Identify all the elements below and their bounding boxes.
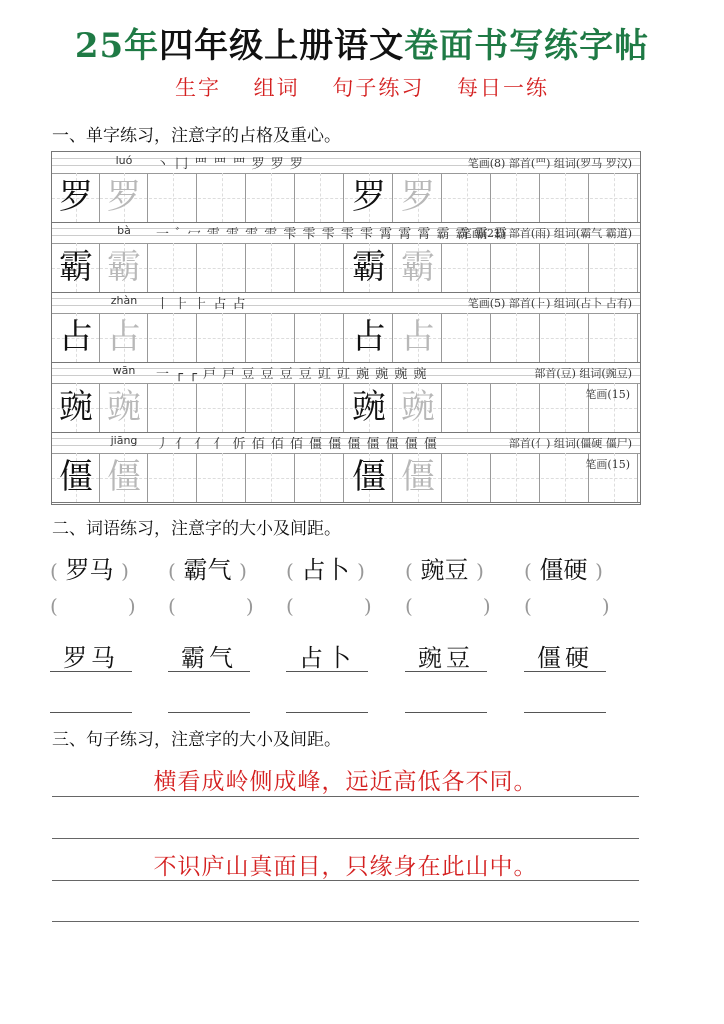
word-text: 豌豆 [420,556,469,584]
trace-character: 豌 [401,387,435,427]
stroke-order: 丶 冂 罒 罒 罒 罗 罗 罗 [156,157,304,172]
pinyin-label: luó [115,154,133,167]
subtitle-item: 组词 [253,76,300,100]
empty-bracket-box[interactable]: ( ) [286,594,372,618]
word-text: 罗马 [63,644,119,672]
subtitle-item: 每日一练 [457,76,550,100]
writing-line[interactable] [524,712,606,713]
writing-cell[interactable] [443,453,491,502]
pinyin-row [52,222,640,244]
word-with-brackets: ( 占卜 ) [286,556,365,584]
writing-cell[interactable] [541,243,589,292]
word-with-brackets: ( 僵硬 ) [524,556,603,584]
writing-line[interactable] [52,921,639,922]
writing-cell[interactable] [590,243,638,292]
pinyin-label: zhàn [110,294,138,307]
model-character: 霸 [59,247,93,287]
model-character: 占 [59,317,93,357]
empty-bracket-box[interactable]: ( ) [168,594,254,618]
word-text: 豌豆 [418,644,474,672]
character-practice-grid [51,151,641,505]
writing-line[interactable] [286,712,368,713]
word-text: 占卜 [299,644,355,672]
writing-line[interactable] [52,838,639,839]
writing-cell[interactable] [198,453,246,502]
model-character: 僵 [59,457,93,497]
writing-cell[interactable] [247,313,295,362]
model-character: 罗 [59,177,93,217]
writing-cell[interactable] [492,383,540,432]
trace-character: 占 [401,317,435,357]
word-text: 霸气 [181,644,237,672]
writing-cell[interactable] [443,383,491,432]
writing-cell[interactable] [541,383,589,432]
stroke-order: 一 ﾞ 冖 ⻗ ⻗ ⻗ ⻗ 雫 雫 雫 雫 雫 霄 霄 霄 霸 霸 霸 霸 [156,227,508,242]
section-heading-1: 一、单字练习，注意字的占格及重心。 [52,126,341,146]
writing-cell[interactable] [247,173,295,222]
writing-cell[interactable] [541,313,589,362]
character-row [52,383,640,433]
writing-cell[interactable] [492,173,540,222]
stroke-count: 笔画(15) [585,458,630,471]
stroke-order: 一 ┌ ┌ 戸 戸 豆 豆 豆 豆 豇 豇 豌 豌 豌 豌 [156,367,428,382]
sentence-1: 横看成岭侧成峰，远近高低各不同。 [153,769,538,795]
writing-line[interactable] [52,796,639,797]
word-with-brackets: ( 霸气 ) [168,556,247,584]
writing-cell[interactable] [296,243,344,292]
model-character: 僵 [352,457,386,497]
stroke-order: 丿 亻 亻 亻 伒 佰 佰 佰 僵 僵 僵 僵 僵 僵 僵 [156,437,438,452]
char-info: 笔画(5) 部首(⺊) 组词(占卜 占有) [467,297,632,310]
writing-line[interactable] [168,671,250,672]
writing-cell[interactable] [296,383,344,432]
char-info: 笔画(21) 部首(雨) 组词(霸气 霸道) [460,227,632,240]
writing-cell[interactable] [149,173,197,222]
writing-cell[interactable] [590,313,638,362]
trace-character: 僵 [401,457,435,497]
writing-line[interactable] [405,671,487,672]
model-character: 占 [352,317,386,357]
writing-cell[interactable] [296,173,344,222]
writing-line[interactable] [52,880,639,881]
subtitle-item: 句子练习 [332,76,425,100]
trace-character: 僵 [107,457,141,497]
char-info: 部首(亻) 组词(僵硬 僵尸) [508,437,632,450]
writing-cell[interactable] [443,243,491,292]
writing-cell[interactable] [198,313,246,362]
pinyin-row [52,152,640,174]
writing-cell[interactable] [247,453,295,502]
writing-cell[interactable] [149,243,197,292]
word-text: 罗马 [65,556,114,584]
trace-character: 豌 [107,387,141,427]
word-with-brackets: ( 豌豆 ) [405,556,484,584]
writing-cell[interactable] [492,453,540,502]
writing-cell[interactable] [443,173,491,222]
stroke-order: 丨 ⺊ ⺊ 占 占 [156,297,247,312]
page-title: 25年四年级上册语文卷面书写练字帖 [74,26,650,66]
char-info: 部首(豆) 组词(豌豆) [534,367,632,380]
writing-line[interactable] [405,712,487,713]
writing-cell[interactable] [541,173,589,222]
char-info: 笔画(8) 部首(罒) 组词(罗马 罗汉) [467,157,632,170]
character-row [52,243,640,293]
character-row [52,313,640,363]
writing-cell[interactable] [149,313,197,362]
pinyin-label: wān [112,364,136,377]
stroke-count: 笔画(15) [585,388,630,401]
writing-cell[interactable] [149,383,197,432]
page-subtitle [0,72,724,102]
model-character: 霸 [352,247,386,287]
word-text: 占卜 [301,556,350,584]
trace-character: 占 [107,317,141,357]
writing-line[interactable] [524,671,606,672]
pinyin-row [52,362,640,384]
subtitle-item: 生字 [174,76,221,100]
writing-line[interactable] [286,671,368,672]
model-character: 豌 [352,387,386,427]
writing-cell[interactable] [247,383,295,432]
model-character: 豌 [59,387,93,427]
section-heading-3: 三、句子练习，注意字的大小及间距。 [52,730,341,750]
writing-cell[interactable] [541,453,589,502]
character-row [52,173,640,223]
word-text: 僵硬 [537,644,593,672]
sentence-2: 不识庐山真面目，只缘身在此山中。 [153,854,538,880]
writing-cell[interactable] [492,243,540,292]
pinyin-row [52,292,640,314]
trace-character: 罗 [107,177,141,217]
writing-cell[interactable] [247,243,295,292]
pinyin-label: jiāng [110,434,138,447]
trace-character: 霸 [401,247,435,287]
word-with-brackets: ( 罗马 ) [50,556,129,584]
writing-cell[interactable] [492,313,540,362]
trace-character: 霸 [107,247,141,287]
writing-cell[interactable] [296,453,344,502]
writing-cell[interactable] [443,313,491,362]
writing-cell[interactable] [198,383,246,432]
trace-character: 罗 [401,177,435,217]
pinyin-label: bà [117,224,131,237]
empty-bracket-box[interactable]: ( ) [524,594,610,618]
word-text: 僵硬 [539,556,588,584]
writing-line[interactable] [50,671,132,672]
pinyin-row [52,432,640,454]
writing-line[interactable] [50,712,132,713]
word-text: 霸气 [183,556,232,584]
empty-bracket-box[interactable]: ( ) [50,594,136,618]
section-heading-2: 二、词语练习，注意字的大小及间距。 [52,519,341,539]
writing-cell[interactable] [296,313,344,362]
writing-cell[interactable] [198,243,246,292]
empty-bracket-box[interactable]: ( ) [405,594,491,618]
writing-cell[interactable] [149,453,197,502]
character-row [52,453,640,503]
writing-cell[interactable] [590,173,638,222]
writing-cell[interactable] [198,173,246,222]
model-character: 罗 [352,177,386,217]
writing-line[interactable] [168,712,250,713]
